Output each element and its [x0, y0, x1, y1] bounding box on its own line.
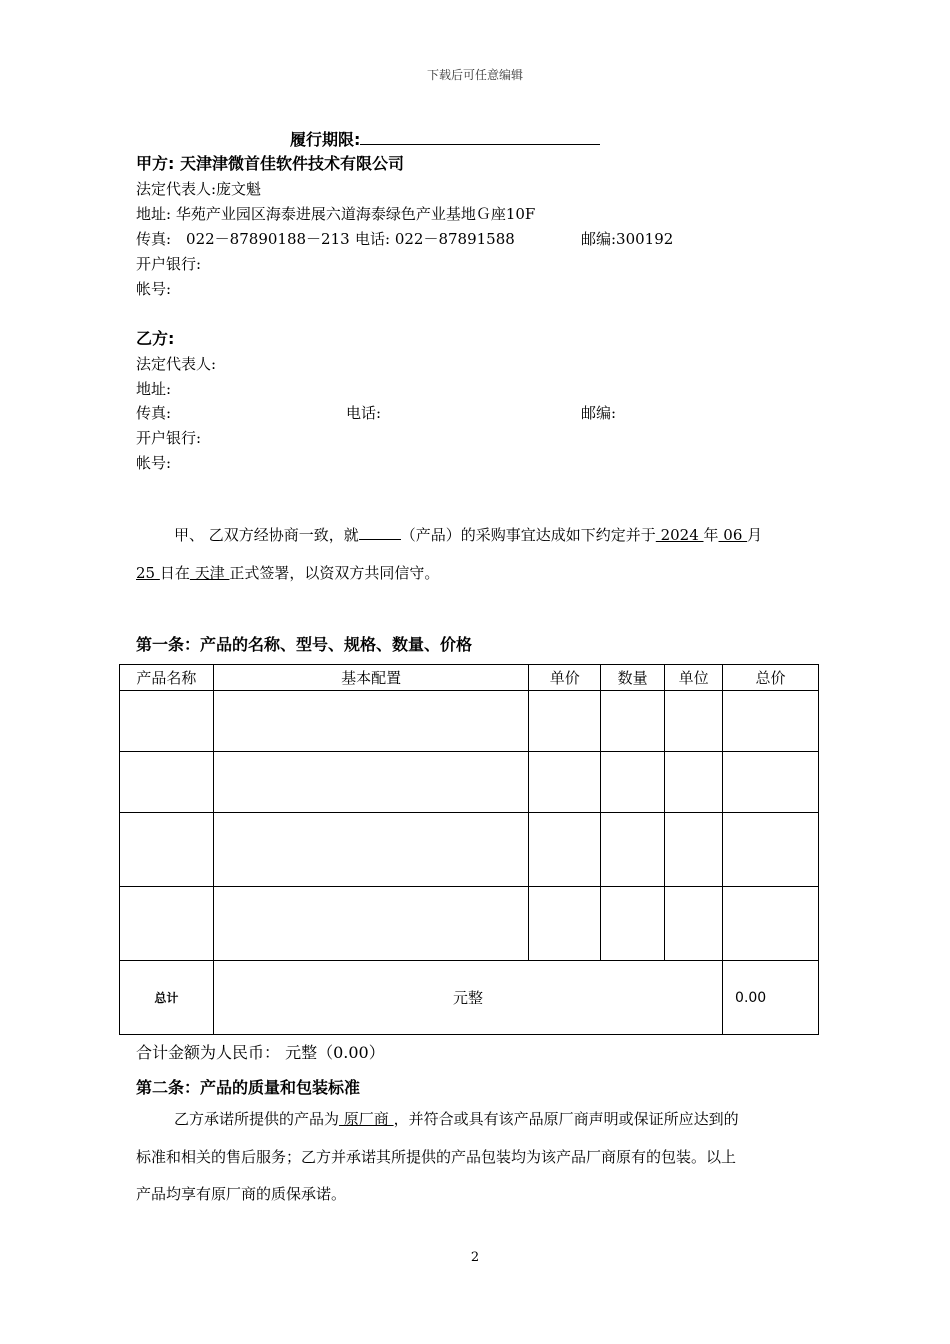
cell[interactable] [529, 752, 601, 813]
cell[interactable] [120, 752, 214, 813]
header-product-name: 产品名称 [120, 665, 214, 691]
deadline-blank[interactable] [360, 128, 600, 145]
party-a-account: 帐号: [136, 280, 172, 298]
header-total-price: 总价 [723, 665, 819, 691]
party-b-phone: 电话: [346, 404, 382, 422]
intro-text-1: 甲、 乙双方经协商一致，就 [174, 526, 359, 544]
original-maker: 原厂商 [339, 1110, 394, 1128]
cell[interactable] [529, 813, 601, 887]
header-quantity: 数量 [601, 665, 665, 691]
cell[interactable] [213, 691, 528, 752]
cell[interactable] [213, 752, 528, 813]
party-a-rep: 法定代表人:庞文魁 [136, 180, 262, 198]
sign-month: 06 [718, 526, 748, 544]
cell[interactable] [723, 752, 819, 813]
section-2-text-2: ，并符合或具有该产品原厂商声明或保证所应达到的 [393, 1110, 739, 1128]
sign-day: 25 [136, 564, 160, 582]
section-2-line-3: 产品均享有原厂商的质保承诺。 [136, 1185, 347, 1203]
party-b-bank: 开户银行: [136, 429, 202, 447]
cell[interactable] [665, 691, 723, 752]
table-row [120, 887, 819, 961]
table-row [120, 813, 819, 887]
cell[interactable] [723, 691, 819, 752]
table-header-row [120, 665, 819, 691]
table-row [120, 752, 819, 813]
cell[interactable] [601, 813, 665, 887]
total-config: 元整 [213, 961, 722, 1035]
party-a-bank: 开户银行: [136, 255, 202, 273]
total-value: 0.00 [723, 961, 819, 1035]
party-b-title: 乙方: [136, 329, 175, 348]
party-b-fax: 传真: [136, 404, 172, 422]
cell[interactable] [529, 691, 601, 752]
section-2-title: 第二条：产品的质量和包装标准 [136, 1078, 361, 1097]
product-blank[interactable] [359, 525, 401, 540]
product-table [119, 664, 819, 1035]
intro-line-1 [174, 518, 762, 552]
total-label: 总计 [120, 961, 214, 1035]
section-2-line-2: 标准和相关的售后服务；乙方并承诺其所提供的产品包装均为该产品厂商原有的包装。以上 [136, 1148, 737, 1166]
section-2-line-1 [174, 1102, 739, 1136]
party-b-postcode: 邮编: [581, 404, 617, 422]
party-a-phone: 电话: 022－87891588 [355, 230, 515, 248]
party-a-address: 地址: 华苑产业园区海泰进展六道海泰绿色产业基地Ｇ座10F [136, 205, 536, 223]
table-total-row [120, 961, 819, 1035]
intro-text-4: 正式签署，以资双方共同信守。 [229, 564, 440, 582]
cell[interactable] [213, 813, 528, 887]
intro-text-3: 日在 [159, 564, 190, 582]
cell[interactable] [665, 752, 723, 813]
header-note: 下载后可任意编辑 [426, 68, 523, 82]
page-number: 2 [470, 1250, 480, 1265]
header-unit: 单位 [665, 665, 723, 691]
deadline-line [290, 127, 600, 150]
cell[interactable] [120, 887, 214, 961]
section-1-title: 第一条：产品的名称、型号、规格、数量、价格 [136, 635, 473, 654]
cell[interactable] [665, 813, 723, 887]
party-b-address: 地址: [136, 380, 172, 398]
party-a-postcode: 邮编:300192 [581, 230, 674, 248]
header-unit-price: 单价 [529, 665, 601, 691]
intro-line-2 [136, 556, 439, 590]
intro-text-2: （产品）的采购事宜达成如下约定并于 [400, 526, 656, 544]
cell[interactable] [665, 887, 723, 961]
cell[interactable] [601, 887, 665, 961]
deadline-label: 履行期限: [290, 130, 361, 149]
total-rmb: 合计金额为人民币： 元整（0.00） [136, 1043, 385, 1062]
cell[interactable] [723, 813, 819, 887]
cell[interactable] [529, 887, 601, 961]
month-unit: 月 [747, 526, 763, 544]
section-2-text-1: 乙方承诺所提供的产品为 [174, 1110, 340, 1128]
year-unit: 年 [703, 526, 719, 544]
sign-year: 2024 [655, 526, 704, 544]
cell[interactable] [601, 691, 665, 752]
cell[interactable] [213, 887, 528, 961]
party-a-fax: 传真: 022－87890188－213 [136, 230, 350, 248]
party-b-rep: 法定代表人: [136, 355, 217, 373]
cell[interactable] [723, 887, 819, 961]
cell[interactable] [120, 691, 214, 752]
party-a-title: 甲方: 天津津微首佳软件技术有限公司 [136, 154, 404, 173]
cell[interactable] [601, 752, 665, 813]
table-row [120, 691, 819, 752]
party-b-account: 帐号: [136, 454, 172, 472]
cell[interactable] [120, 813, 214, 887]
sign-place: 天津 [189, 564, 230, 582]
header-config: 基本配置 [213, 665, 528, 691]
